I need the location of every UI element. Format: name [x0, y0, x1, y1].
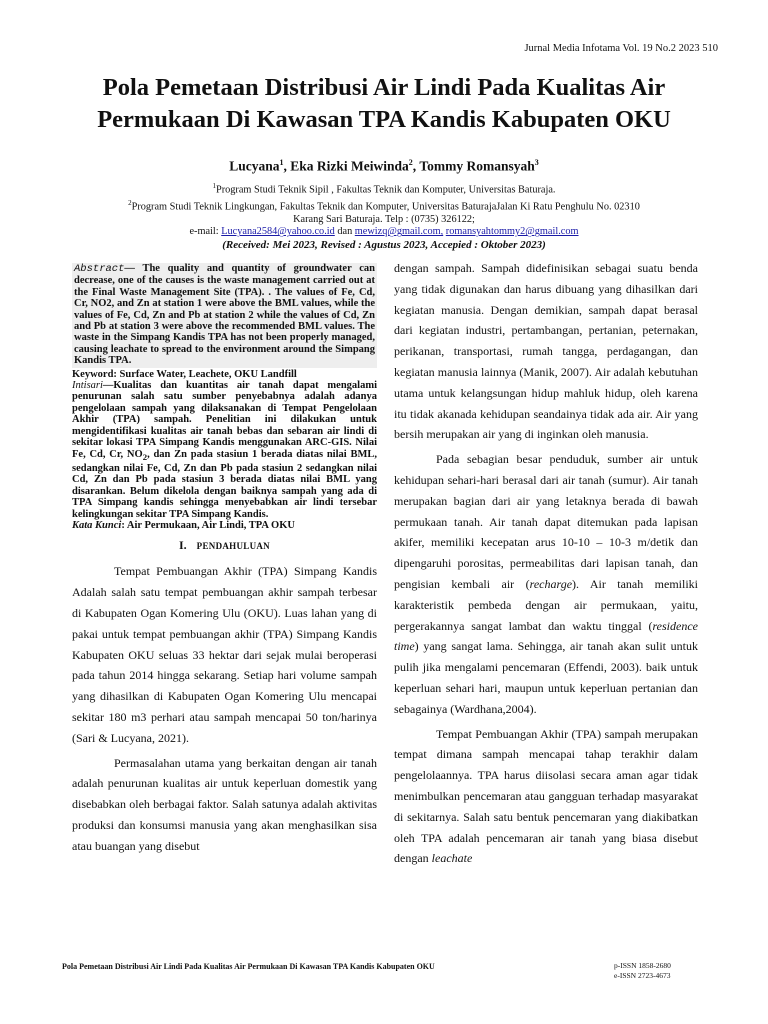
left-column: [72, 263, 377, 861]
body-paragraph: Tempat Pembuangan Akhir (TPA) sampah merupakan tempat dimana sampah mencapai tahap terakhir dalam pengelolaannya. TPA harus diisolasi secara aman agar tidak menimbulkan pencemaran atau gangguan terhadap masyarakat di sekitarnya. Salah satu bentuk pencemaran yang diakibatkan oleh TPA adalah pencemaran air tanah yang biasa disebut dengan leachate: [394, 726, 698, 866]
intisari-label: Intisari: [72, 380, 103, 392]
abstract-block: [72, 263, 377, 368]
body-paragraph: Tempat Pembuangan Akhir (TPA) Simpang Kandis Adalah salah satu tempat pembuangan akhir sampah terbesar di Kabupaten Ogan Komering Ulu (OKU). Luas lahan yang di pakai untuk tempat pembuangan akhir (TPA) Simpang Kandis Kabupaten OKU seluas 33 hektar dari sejak mulai beroperasi pada tahun 2014 hingga sekarang. Setiap hari volume sampah yang dihasilkan di Kabupaten Ogan Komering Ulu mencapai sekitar 180 m3 perhari atau sampah mencapai 50 ton/harinya (Sari & Lucyana, 2021).: [72, 564, 377, 745]
email-link[interactable]: mewizq@gmail.com,: [354, 226, 444, 238]
intisari-text: Kualitas dan kuantitas air tanah dapat mengalami penurunan salah satu sumber penyebabnya adalah adanya pengelolaan sampah yang dilaksanakan di Tempat Pengelolaan Akhir (TPA) sampah. Penelitian ini dilakukan untuk mengidentifikasi kualitas air tanah bebas dan sebaran air lindi di sekitar lokasi TPA Simpang Kandis menggunakan ARC-GIS. Nilai Fe, Cd, Cr, NO: [72, 380, 377, 460]
author-affil-sup: 2: [408, 158, 413, 167]
author-separator: ,: [283, 158, 291, 174]
p-issn: p-ISSN 1858-2680: [614, 961, 671, 970]
affiliations: [60, 180, 708, 251]
footer-title: Pola Pemetaan Distribusi Air Lindi Pada Kualitas Air Permukaan Di Kawasan TPA Kandis Kabupaten OKU: [62, 962, 435, 971]
author-affil-sup: 3: [534, 158, 539, 167]
email-line: e-mail: Lucyana2584@yahoo.co.id dan mewizq@gmail.com, romansyahtommy2@gmail.com: [189, 226, 579, 238]
body-paragraph: Permasalahan utama yang berkaitan dengan air tanah adalah penurunan kualitas air untuk keperluan domestik yang disebabkan oleh berbagai faktor. Salah satunya adalah aktivitas produksi dan konsumsi manusia yang akan menghasilkan sisa atau buangan yang disebut: [72, 755, 377, 853]
section-heading: I. PENDAHULUAN: [179, 538, 270, 553]
intisari-block: Intisari—Kualitas dan kuantitas air tanah dapat mengalami penurunan salah satu sumber penyebabnya adalah adanya pengelolaan sampah yang dilaksanakan di Tempat Pengelolaan Akhir (TPA) sampah. Penelitian ini dilakukan untuk mengidentifikasi kualitas air tanah bebas dan sebaran air lindi di sekitar lokasi TPA Simpang Kandis menggunakan ARC-GIS. Nilai Fe, Cd, Cr, $NO_2$, dan Zn pada stasiun 1 berada diatas nilai BML, sedangkan nilai Fe, Cd, Zn dan Pb pada stasiun 2 sedangkan nilai Cd, Zn dan Pb pada stasiun 3 berada diatas nilai BML yang disarankan. Belum dikelola dengan baiknya sampah yang ada di TPA Simpang kandis sehingga menyebabkan air lindi tersebar kelingkungan sekitar TPA Simpang Kandis.: [72, 380, 377, 520]
author-name: Tommy Romansyah: [419, 158, 535, 174]
author-affil-sup: 1: [279, 158, 284, 167]
author-separator: ,: [412, 158, 420, 174]
paper-title: Pola Pemetaan Distribusi Air Lindi Pada Kualitas Air Permukaan Di Kawasan TPA Kandis Kabupaten OKU: [97, 74, 671, 133]
affiliation-1: $^1$Program Studi Teknik Sipil , Fakultas Teknik dan Komputer, Universitas Baturaja.: [212, 182, 556, 196]
affiliation-2: $^2$Program Studi Teknik Lingkungan, Fakultas Teknik dan Komputer, Universitas BaturajaJalan Ki Ratu Penghulu No. 02310: [128, 198, 640, 213]
abstract-text: The quality and quantity of groundwater can decrease, one of the causes is the waste management carried out at the Final Waste Management Site (TPA). . The values of Fe, Cd, Cr, NO2, and Zn at station 1 were above the BML values, while the values of Fe, Cd, Zn and Pb at station 2 while the values of Cd, Zn and Pb at station 3 were above the recommended BML values. The waste in the Simpang Kandis TPA has not been properly managed, causing leachate to spread to the environment around the Simpang Kandis TPA.: [74, 263, 376, 367]
author-list: [0, 158, 768, 175]
email-link[interactable]: romansyahtommy2@gmail.com: [445, 226, 579, 238]
author-name: Lucyana: [229, 158, 280, 174]
received-dates: (Received: Mei 2023, Revised : Agustus 2023, Accepied : Oktober 2023): [222, 238, 546, 251]
email-link[interactable]: Lucyana2584@yahoo.co.id: [221, 226, 335, 238]
abstract-keywords: Keyword: Surface Water, Leachete, OKU Landfill: [72, 368, 297, 380]
affiliation-address: Karang Sari Baturaja. Telp : (0735) 326122;: [293, 213, 475, 225]
running-header: Jurnal Media Infotama Vol. 19 No.2 2023 510: [524, 43, 718, 54]
right-column: [394, 258, 698, 873]
e-issn: e-ISSN 2723-4673: [614, 970, 671, 980]
body-paragraph: dengan sampah. Sampah didefinisikan sebagai suatu benda yang tidak digunakan dan harus dibuang yang dihasilkan dari kegiatan manusia. Dengan demikian, sampah dapat berasal dari kegiatan industri, pertambangan, pertanian, peternakan, perikanan, transportasi, rumah tangga, perdagangan, dan kegiatan manusia lainnya (Manik, 2007). Air adalah kebutuhan utama untuk kelangsungan hidup mahluk hidup, oleh karena itu tidak akanada kehidupan seandainya tidak ada air. Air yang bersih merupakan air yang di inginkan oleh manusia.: [394, 261, 698, 442]
abstract-dash: —: [124, 263, 143, 274]
body-paragraph: Pada sebagian besar penduduk, sumber air untuk kehidupan sehari-hari berasal dari air tanah (sumur). Air tanah merupakan bagian dari air yang letaknya berada di bawah permukaan tanah. Air tanah dapat ditemukan pada lapisan akifer, memiliki kecepatan arus 10-10 – 10-3 m/detik dan dipengaruhi porositas, permeabilitas dari lapisan tanah, dan pengisian kembali air (recharge). Air tanah memiliki karakteristik pembeda dengan air permukaan, yaitu, pergerakannya sangat lambat dan waktu tinggal (residence time) yang sangat lama. Sehingga, air tanah akan sulit untuk pulih jika mengalami pencemaran (Effendi, 2003). baik untuk keperluan sehari hari, maupun untuk keperluan pertanian dan sebagainya (Wardhana,2004).: [394, 452, 698, 716]
abstract-label: Abstract: [74, 263, 125, 275]
kata-kunci: Kata Kunci: Air Permukaan, Air Lindi, TPA OKU: [72, 520, 295, 532]
footer-issn: [614, 961, 671, 980]
author-name: Eka Rizki Meiwinda: [290, 158, 409, 174]
